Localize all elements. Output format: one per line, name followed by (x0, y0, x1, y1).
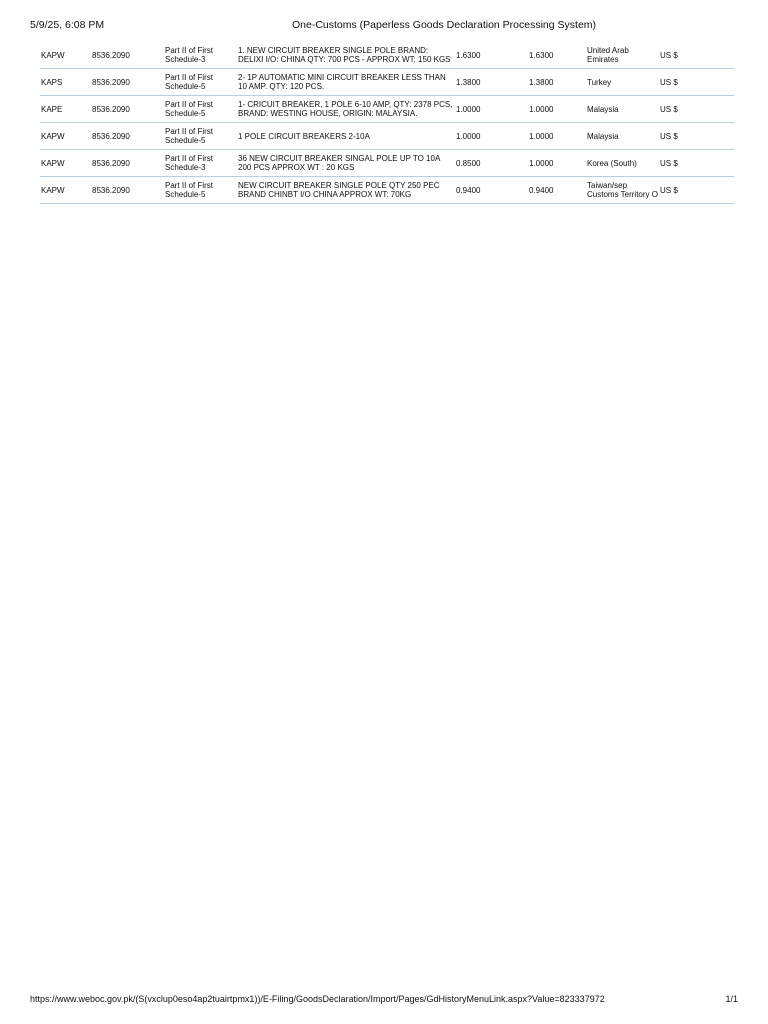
assessed-value-cell: 1.0000 (528, 123, 586, 150)
assessed-value-cell: 1.0000 (528, 96, 586, 123)
schedule-cell (164, 150, 237, 177)
assessed-value-cell: 1.3800 (528, 69, 586, 96)
schedule-part: Part II of First (165, 154, 214, 163)
description-cell: 1- CRICUIT BREAKER, 1 POLE 6-10 AMP, QTY: 2378 PCS, BRAND: WESTING HOUSE, ORIGIN: MALAYSIA. (237, 96, 455, 123)
schedule-number: Schedule-3 (165, 55, 206, 64)
schedule-number: Schedule-5 (165, 109, 206, 118)
origin-country-cell: Korea (South) (586, 150, 659, 177)
currency-cell: US $ (659, 69, 734, 96)
description-cell: 2- 1P AUTOMATIC MINI CIRCUIT BREAKER LESS THAN 10 AMP. QTY: 120 PCS. (237, 69, 455, 96)
declared-value-cell: 1.0000 (455, 123, 528, 150)
currency-cell: US $ (659, 42, 734, 69)
origin-country-cell: Turkey (586, 69, 659, 96)
description-cell: 1. NEW CIRCUIT BREAKER SINGLE POLE BRAND: DELIXI I/O: CHINA QTY: 700 PCS - APPROX WT: 150 KGS (237, 42, 455, 69)
hs-code-cell: 8536.2090 (91, 42, 164, 69)
collectorate-cell: KAPW (40, 123, 91, 150)
schedule-cell (164, 69, 237, 96)
schedule-cell (164, 96, 237, 123)
currency-cell: US $ (659, 150, 734, 177)
hs-code-cell: 8536.2090 (91, 177, 164, 204)
origin-country-cell: Taiwan/sep Customs Territory O (586, 177, 659, 204)
table-body (40, 42, 734, 204)
currency-cell: US $ (659, 123, 734, 150)
schedule-cell (164, 42, 237, 69)
assessed-value-cell: 0.9400 (528, 177, 586, 204)
declared-value-cell: 0.9400 (455, 177, 528, 204)
schedule-part: Part II of First (165, 127, 214, 136)
schedule-number: Schedule-5 (165, 190, 206, 199)
schedule-cell (164, 177, 237, 204)
collectorate-cell: KAPW (40, 150, 91, 177)
schedule-number: Schedule-5 (165, 82, 206, 91)
schedule-number: Schedule-5 (165, 136, 206, 145)
table-row (40, 150, 734, 177)
hs-code-cell: 8536.2090 (91, 96, 164, 123)
currency-cell: US $ (659, 96, 734, 123)
page-indicator: 1/1 (725, 994, 738, 1004)
table-row (40, 69, 734, 96)
declared-value-cell: 1.6300 (455, 42, 528, 69)
hs-code-cell: 8536.2090 (91, 69, 164, 96)
declared-value-cell: 1.0000 (455, 96, 528, 123)
table-row (40, 96, 734, 123)
collectorate-cell: KAPW (40, 177, 91, 204)
currency-cell: US $ (659, 177, 734, 204)
schedule-cell (164, 123, 237, 150)
schedule-part: Part II of First (165, 73, 214, 82)
description-cell: 36 NEW CIRCUIT BREAKER SINGAL POLE UP TO 10A 200 PCS APPROX WT : 20 KGS (237, 150, 455, 177)
schedule-number: Schedule-3 (165, 163, 206, 172)
table-row (40, 177, 734, 204)
origin-country-cell: Malaysia (586, 123, 659, 150)
table-row (40, 42, 734, 69)
table-row (40, 123, 734, 150)
assessed-value-cell: 1.0000 (528, 150, 586, 177)
print-header (30, 19, 738, 33)
schedule-part: Part II of First (165, 100, 214, 109)
schedule-part: Part II of First (165, 46, 214, 55)
description-cell: 1 POLE CIRCUIT BREAKERS 2-10A (237, 123, 455, 150)
declared-value-cell: 1.3800 (455, 69, 528, 96)
origin-country-cell: United Arab Emirates (586, 42, 659, 69)
assessed-value-cell: 1.6300 (528, 42, 586, 69)
hs-code-cell: 8536.2090 (91, 150, 164, 177)
hs-code-cell: 8536.2090 (91, 123, 164, 150)
schedule-part: Part II of First (165, 181, 214, 190)
collectorate-cell: KAPW (40, 42, 91, 69)
origin-country-cell: Malaysia (586, 96, 659, 123)
collectorate-cell: KAPS (40, 69, 91, 96)
collectorate-cell: KAPE (40, 96, 91, 123)
declared-value-cell: 0.8500 (455, 150, 528, 177)
page-title: One-Customs (Paperless Goods Declaration Processing System) (292, 19, 597, 31)
goods-declaration-history-table (40, 42, 734, 204)
print-footer (30, 994, 738, 1006)
print-datetime: 5/9/25, 6:08 PM (30, 19, 105, 31)
description-cell: NEW CIRCUIT BREAKER SINGLE POLE QTY 250 PEC BRAND CHINBT I/O CHINA APPROX WT: 70KG (237, 177, 455, 204)
page-url: https://www.weboc.gov.pk/(S(vxclup0eso4ap2tuairtpmx1))/E-Filing/GoodsDeclaration/Import/Pages/GdHistoryMenuLink.aspx?Value=823337972 (30, 994, 605, 1004)
